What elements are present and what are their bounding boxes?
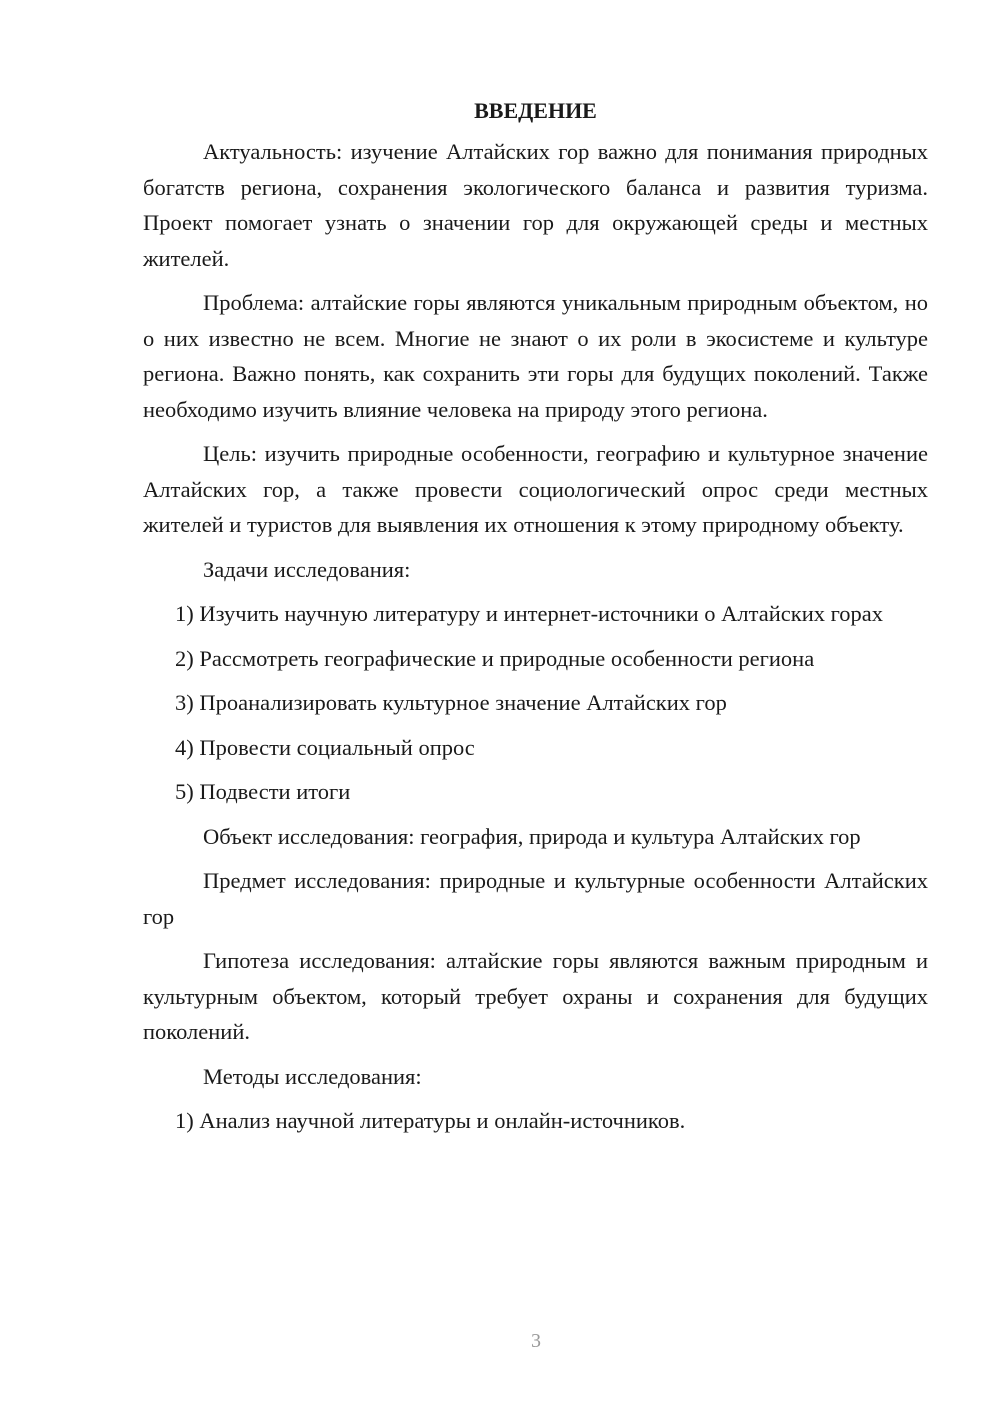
page-number: 3 — [531, 1330, 541, 1352]
tasks-list — [143, 596, 928, 810]
document-page — [143, 92, 928, 1148]
list-item: 2) Рассмотреть географические и природные особенности региона — [175, 645, 815, 671]
page-title: ВВЕДЕНИЕ — [474, 98, 597, 123]
list-item: 5) Подвести итоги — [175, 779, 351, 804]
list-item: 1) Анализ научной литературы и онлайн-источников. — [175, 1108, 686, 1133]
relevance-paragraph: Актуальность: изучение Алтайских гор важно для понимания природных богатств региона, сохранения экологического баланса и развития туризма. Проект помогает узнать о значении гор для окружающей среды и местных жителей. — [143, 139, 928, 271]
problem-paragraph: Проблема: алтайские горы являются уникальным природным объектом, но о них известно не всем. Многие не знают о их роли в экосистеме и культуре региона. Важно понять, как сохранить эти горы для будущих поколений. Также необходимо изучить влияние человека на природу этого региона. — [143, 290, 928, 422]
subject-paragraph: Предмет исследования: природные и культурные особенности Алтайских гор — [143, 868, 928, 929]
methods-list — [143, 1103, 928, 1139]
list-item: 3) Проанализировать культурное значение Алтайских гор — [175, 690, 727, 715]
list-item: 1) Изучить научную литературу и интернет-источники о Алтайских горах — [175, 601, 884, 626]
methods-heading: Методы исследования: — [203, 1063, 422, 1089]
list-item: 4) Провести социальный опрос — [175, 734, 475, 760]
goal-paragraph: Цель: изучить природные особенности, географию и культурное значение Алтайских гор, а также провести социологический опрос среди местных жителей и туристов для выявления их отношения к этому природному объекту. — [143, 441, 928, 537]
tasks-heading: Задачи исследования: — [203, 556, 411, 582]
object-paragraph: Объект исследования: география, природа и культура Алтайских гор — [203, 823, 861, 849]
hypothesis-paragraph: Гипотеза исследования: алтайские горы являются важным природным и культурным объектом, который требует охраны и сохранения для будущих поколений. — [143, 948, 928, 1044]
